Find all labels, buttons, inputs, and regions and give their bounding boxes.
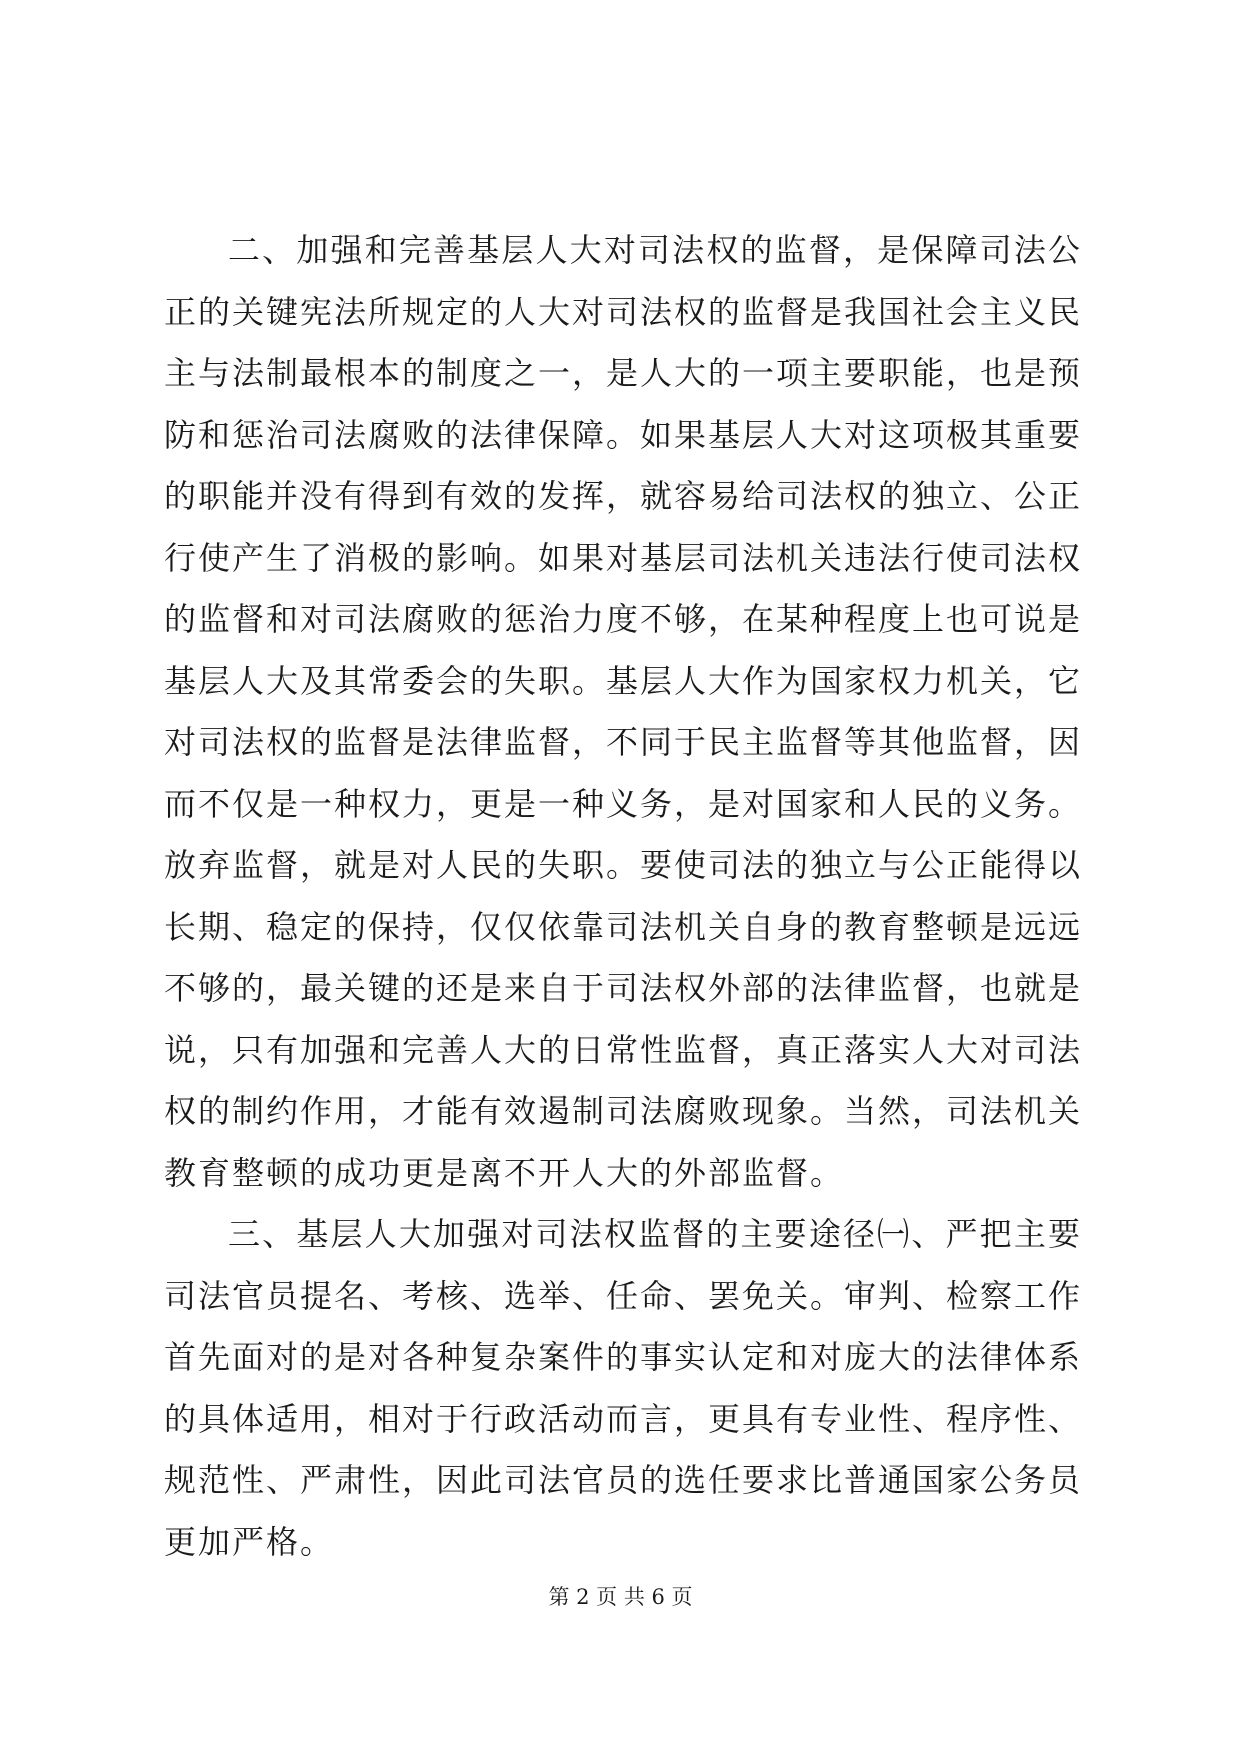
paragraph-section-two: 二、加强和完善基层人大对司法权的监督，是保障司法公正的关键宪法所规定的人大对司法权的监督是我国社会主义民主与法制最根本的制度之一，是人大的一项主要职能，也是预防和惩治司法腐败的法律保障。如果基层人大对这项极其重要的职能并没有得到有效的发挥，就容易给司法权的独立、公正行使产生了消极的影响。如果对基层司法机关违法行使司法权的监督和对司法腐败的惩治力度不够，在某种程度上也可说是基层人大及其常委会的失职。基层人大作为国家权力机关，它对司法权的监督是法律监督，不同于民主监督等其他监督，因而不仅是一种权力，更是一种义务，是对国家和人民的义务。放弃监督，就是对人民的失职。要使司法的独立与公正能得以长期、稳定的保持，仅仅依靠司法机关自身的教育整顿是远远不够的，最关键的还是来自于司法权外部的法律监督，也就是说，只有加强和完善人大的日常性监督，真正落实人大对司法权的制约作用，才能有效遏制司法腐败现象。当然，司法机关教育整顿的成功更是离不开人大的外部监督。 [164,231,1083,1192]
document-body [164,220,1082,1573]
page-number: 第 2 页 共 6 页 [548,1585,693,1609]
page-footer [0,1582,1241,1612]
paragraph-section-three: 三、基层人大加强对司法权监督的主要途径㈠、严把主要司法官员提名、考核、选举、任命、罢免关。审判、检察工作首先面对的是对各种复杂案件的事实认定和对庞大的法律体系的具体适用，相对于行政活动而言，更具有专业性、程序性、规范性、严肃性，因此司法官员的选任要求比普通国家公务员更加严格。 [164,1215,1083,1561]
